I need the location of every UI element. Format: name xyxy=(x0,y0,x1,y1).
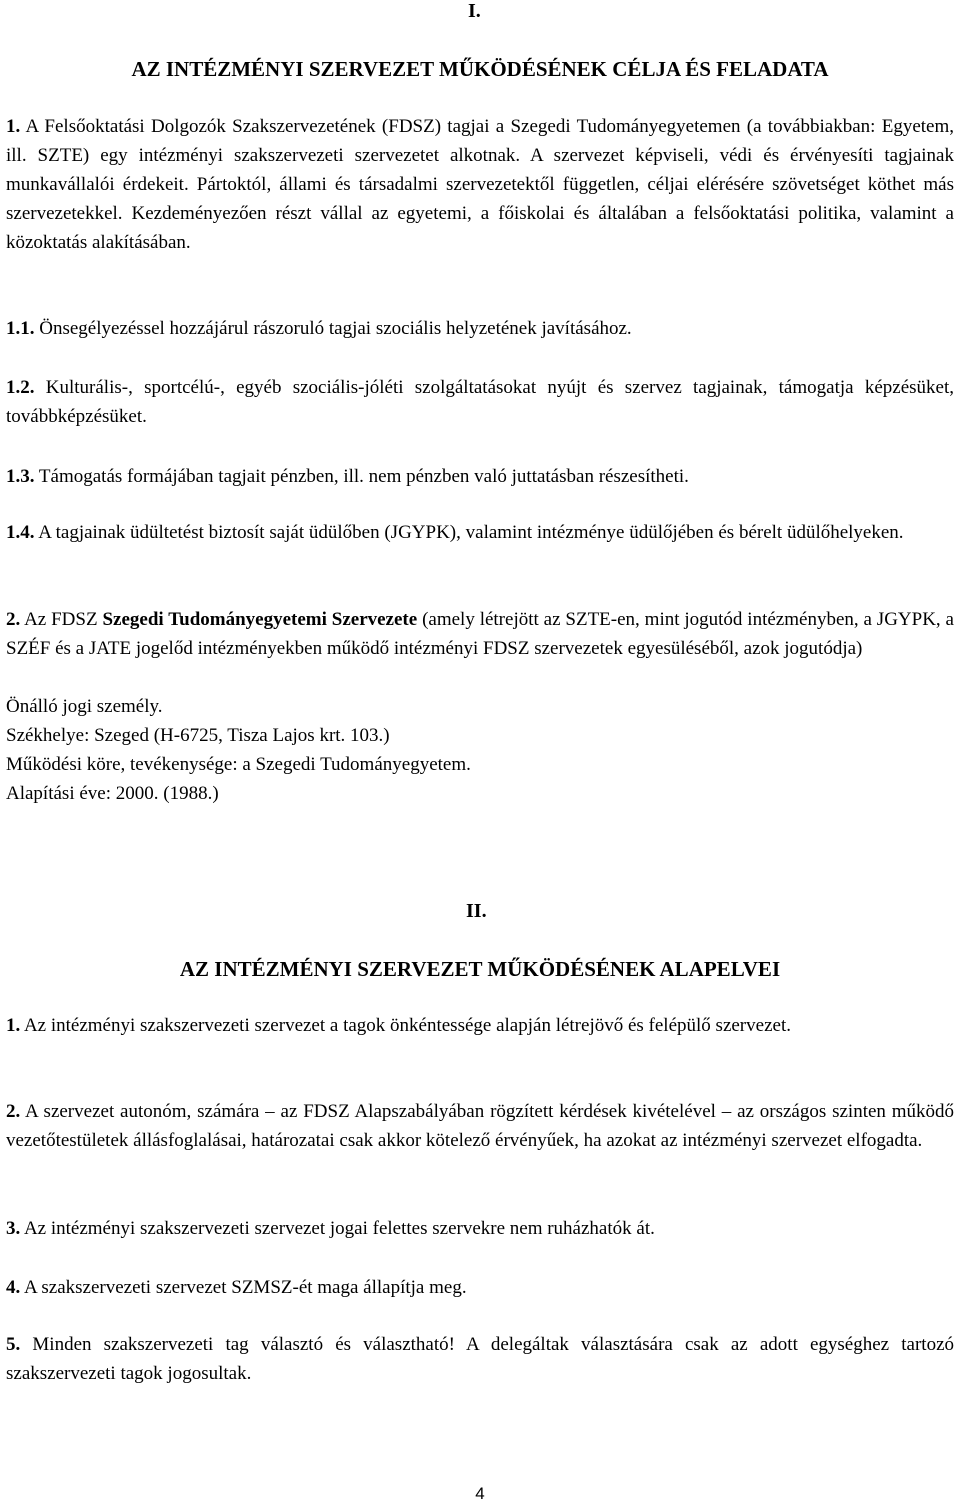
principle-5 xyxy=(6,1330,954,1388)
principle-1 xyxy=(6,1011,954,1040)
organization-name: Szegedi Tudományegyetemi Szervezete xyxy=(102,609,418,630)
scope-line: Működési köre, tevékenysége: a Szegedi Tudományegyetem. xyxy=(6,754,471,775)
paragraph-1-4 xyxy=(6,518,954,547)
paragraph-text: A szervezet autonóm, számára – az FDSZ Alapszabályában rögzített kérdések kivételével – az országos szinten működő vezetőtestületek állásfoglalásai, határozatai csak akkor kötelező érvényűek, ha azokat az intézményi szervezet elfogadta. xyxy=(6,1101,955,1151)
paragraph-number: 1.1. xyxy=(6,318,35,339)
paragraph-1-1 xyxy=(6,314,954,343)
paragraph-text: Az intézményi szakszervezeti szervezet a tagok önkéntessége alapján létrejövő és felépülő szervezet. xyxy=(23,1015,791,1036)
paragraph-1 xyxy=(6,112,954,257)
paragraph-number: 1.3. xyxy=(6,466,35,487)
legal-status-line: Önálló jogi személy. xyxy=(6,696,163,717)
founding-year-line: Alapítási éve: 2000. (1988.) xyxy=(6,783,219,804)
paragraph-text: A szakszervezeti szervezet SZMSZ-ét maga állapítja meg. xyxy=(23,1277,467,1298)
paragraph-number: 1.2. xyxy=(6,377,35,398)
paragraph-text-pre: Az FDSZ xyxy=(24,609,103,630)
paragraph-text-post: (amely létrejött az SZTE-en, mint jogutód intézményben, a JGYPK, a SZÉF és a JATE jogelőd intézményekben működő intézményi FDSZ szervezetek egyesüléséből, azok jogutódja) xyxy=(6,609,954,659)
paragraph-text: A tagjainak üdültetést biztosít saját üdülőben (JGYPK), valamint intézménye üdülőjében és bérelt üdülőhelyeken. xyxy=(38,522,904,543)
paragraph-text: Az intézményi szakszervezeti szervezet jogai felettes szervekre nem ruházhatók át. xyxy=(23,1218,655,1239)
paragraph-number: 2. xyxy=(6,1101,21,1122)
principle-2 xyxy=(6,1097,954,1155)
section-title: AZ INTÉZMÉNYI SZERVEZET MŰKÖDÉSÉNEK CÉLJA ÉS FELADATA xyxy=(131,57,829,81)
paragraph-1-2 xyxy=(6,373,954,431)
paragraph-number: 2. xyxy=(6,609,21,630)
paragraph-number: 1. xyxy=(6,116,21,137)
principle-3 xyxy=(6,1214,954,1243)
paragraph-text: Kulturális-, sportcélú-, egyéb szociális-jóléti szolgáltatásokat nyújt és szervez tagjainak, támogatja képzésüket, továbbképzésüket. xyxy=(6,377,954,427)
paragraph-text: Támogatás formájában tagjait pénzben, ill. nem pénzben való juttatásban részesítheti. xyxy=(38,466,689,487)
principle-4 xyxy=(6,1273,954,1302)
paragraph-number: 1. xyxy=(6,1015,21,1036)
paragraph-2 xyxy=(6,605,954,663)
paragraph-1-3 xyxy=(6,462,954,491)
paragraph-number: 5. xyxy=(6,1334,21,1355)
paragraph-number: 3. xyxy=(6,1218,21,1239)
section-title: AZ INTÉZMÉNYI SZERVEZET MŰKÖDÉSÉNEK ALAPELVEI xyxy=(179,957,781,981)
section-roman-numeral: II. xyxy=(466,900,487,922)
paragraph-text: A Felsőoktatási Dolgozók Szakszervezetének (FDSZ) tagjai a Szegedi Tudományegyetemen (a továbbiakban: Egyetem, ill. SZTE) egy intézményi szakszervezeti szervezetet alkotnak. A szervezet képviseli, védi és érvényesíti tagjainak munkavállalói érdekeit. Pártoktól, állami és társadalmi szervezetektől független, céljai elérésére szövetséget köthet más szervezetekkel. Kezdeményezően részt vállal az egyetemi, a főiskolai és általában a felsőoktatási politika, valamint a közoktatás alakításában. xyxy=(6,116,955,253)
paragraph-number: 4. xyxy=(6,1277,21,1298)
paragraph-text: Önsegélyezéssel hozzájárul rászoruló tagjai szociális helyzetének javításához. xyxy=(39,318,632,339)
section-roman-numeral: I. xyxy=(468,0,481,22)
headquarters-line: Székhelye: Szeged (H-6725, Tisza Lajos krt. 103.) xyxy=(6,725,390,746)
paragraph-text: Minden szakszervezeti tag választó és választható! A delegáltak választására csak az adott egységhez tartozó szakszervezeti tagok jogosultak. xyxy=(6,1334,954,1384)
page-number: 4 xyxy=(475,1484,485,1503)
paragraph-number: 1.4. xyxy=(6,522,35,543)
